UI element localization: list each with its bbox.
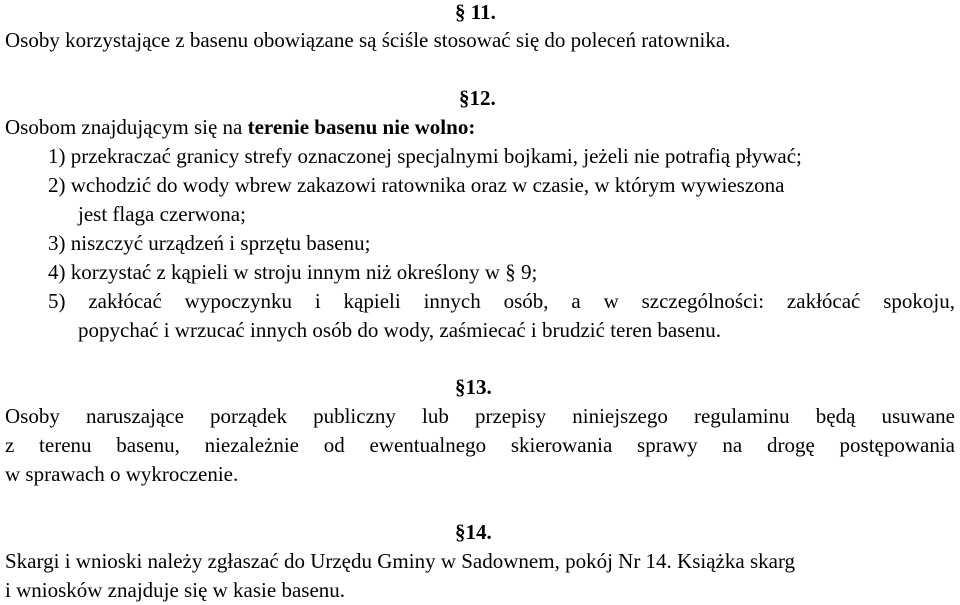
section-12-item-5-line-2: popychać i wrzucać innych osób do wody, zaśmiecać i brudzić teren basenu. (78, 318, 721, 342)
section-14-heading: §14. (455, 520, 492, 544)
section-12-intro (5, 113, 475, 142)
section-12-item-2-line-2: jest flaga czerwona; (78, 202, 246, 226)
section-12-item-4: 4) korzystać z kąpieli w stroju innym niż określony w § 9; (48, 260, 538, 284)
section-13-heading: §13. (455, 375, 492, 399)
section-11-heading: § 11. (455, 0, 496, 24)
section-12-item-3: 3) niszczyć urządzeń i sprzętu basenu; (48, 231, 371, 255)
section-12-intro-prefix: Osobom znajdującym się na (5, 115, 243, 139)
section-12-item-2-line-1: 2) wchodzić do wody wbrew zakazowi ratownika oraz w czasie, w którym wywieszona (48, 173, 785, 197)
section-14-line-1: Skargi i wnioski należy zgłaszać do Urzędu Gminy w Sadownem, pokój Nr 14. Książka skarg (5, 549, 796, 573)
section-13-line-3: w sprawach o wykroczenie. (5, 462, 239, 486)
section-12-intro-bold: terenie basenu nie wolno: (247, 115, 476, 139)
section-11-text: Osoby korzystające z basenu obowiązane są ściśle stosować się do poleceń ratownika. (5, 28, 731, 52)
section-12-heading: §12. (459, 86, 496, 110)
section-14-line-2: i wniosków znajduje się w kasie basenu. (5, 578, 346, 602)
section-13-line-2: z terenu basenu, niezależnie od ewentualnego skierowania sprawy na drogę postępowania (5, 433, 955, 457)
section-12-item-1: 1) przekraczać granicy strefy oznaczonej specjalnymi bojkami, jeżeli nie potrafią pływać; (48, 144, 802, 168)
section-12-item-5-line-1: 5) zakłócać wypoczynku i kąpieli innych osób, a w szczególności: zakłócać spokoju, (48, 289, 955, 313)
section-13-line-1: Osoby naruszające porządek publiczny lub przepisy niniejszego regulaminu będą usuwane (5, 404, 955, 428)
